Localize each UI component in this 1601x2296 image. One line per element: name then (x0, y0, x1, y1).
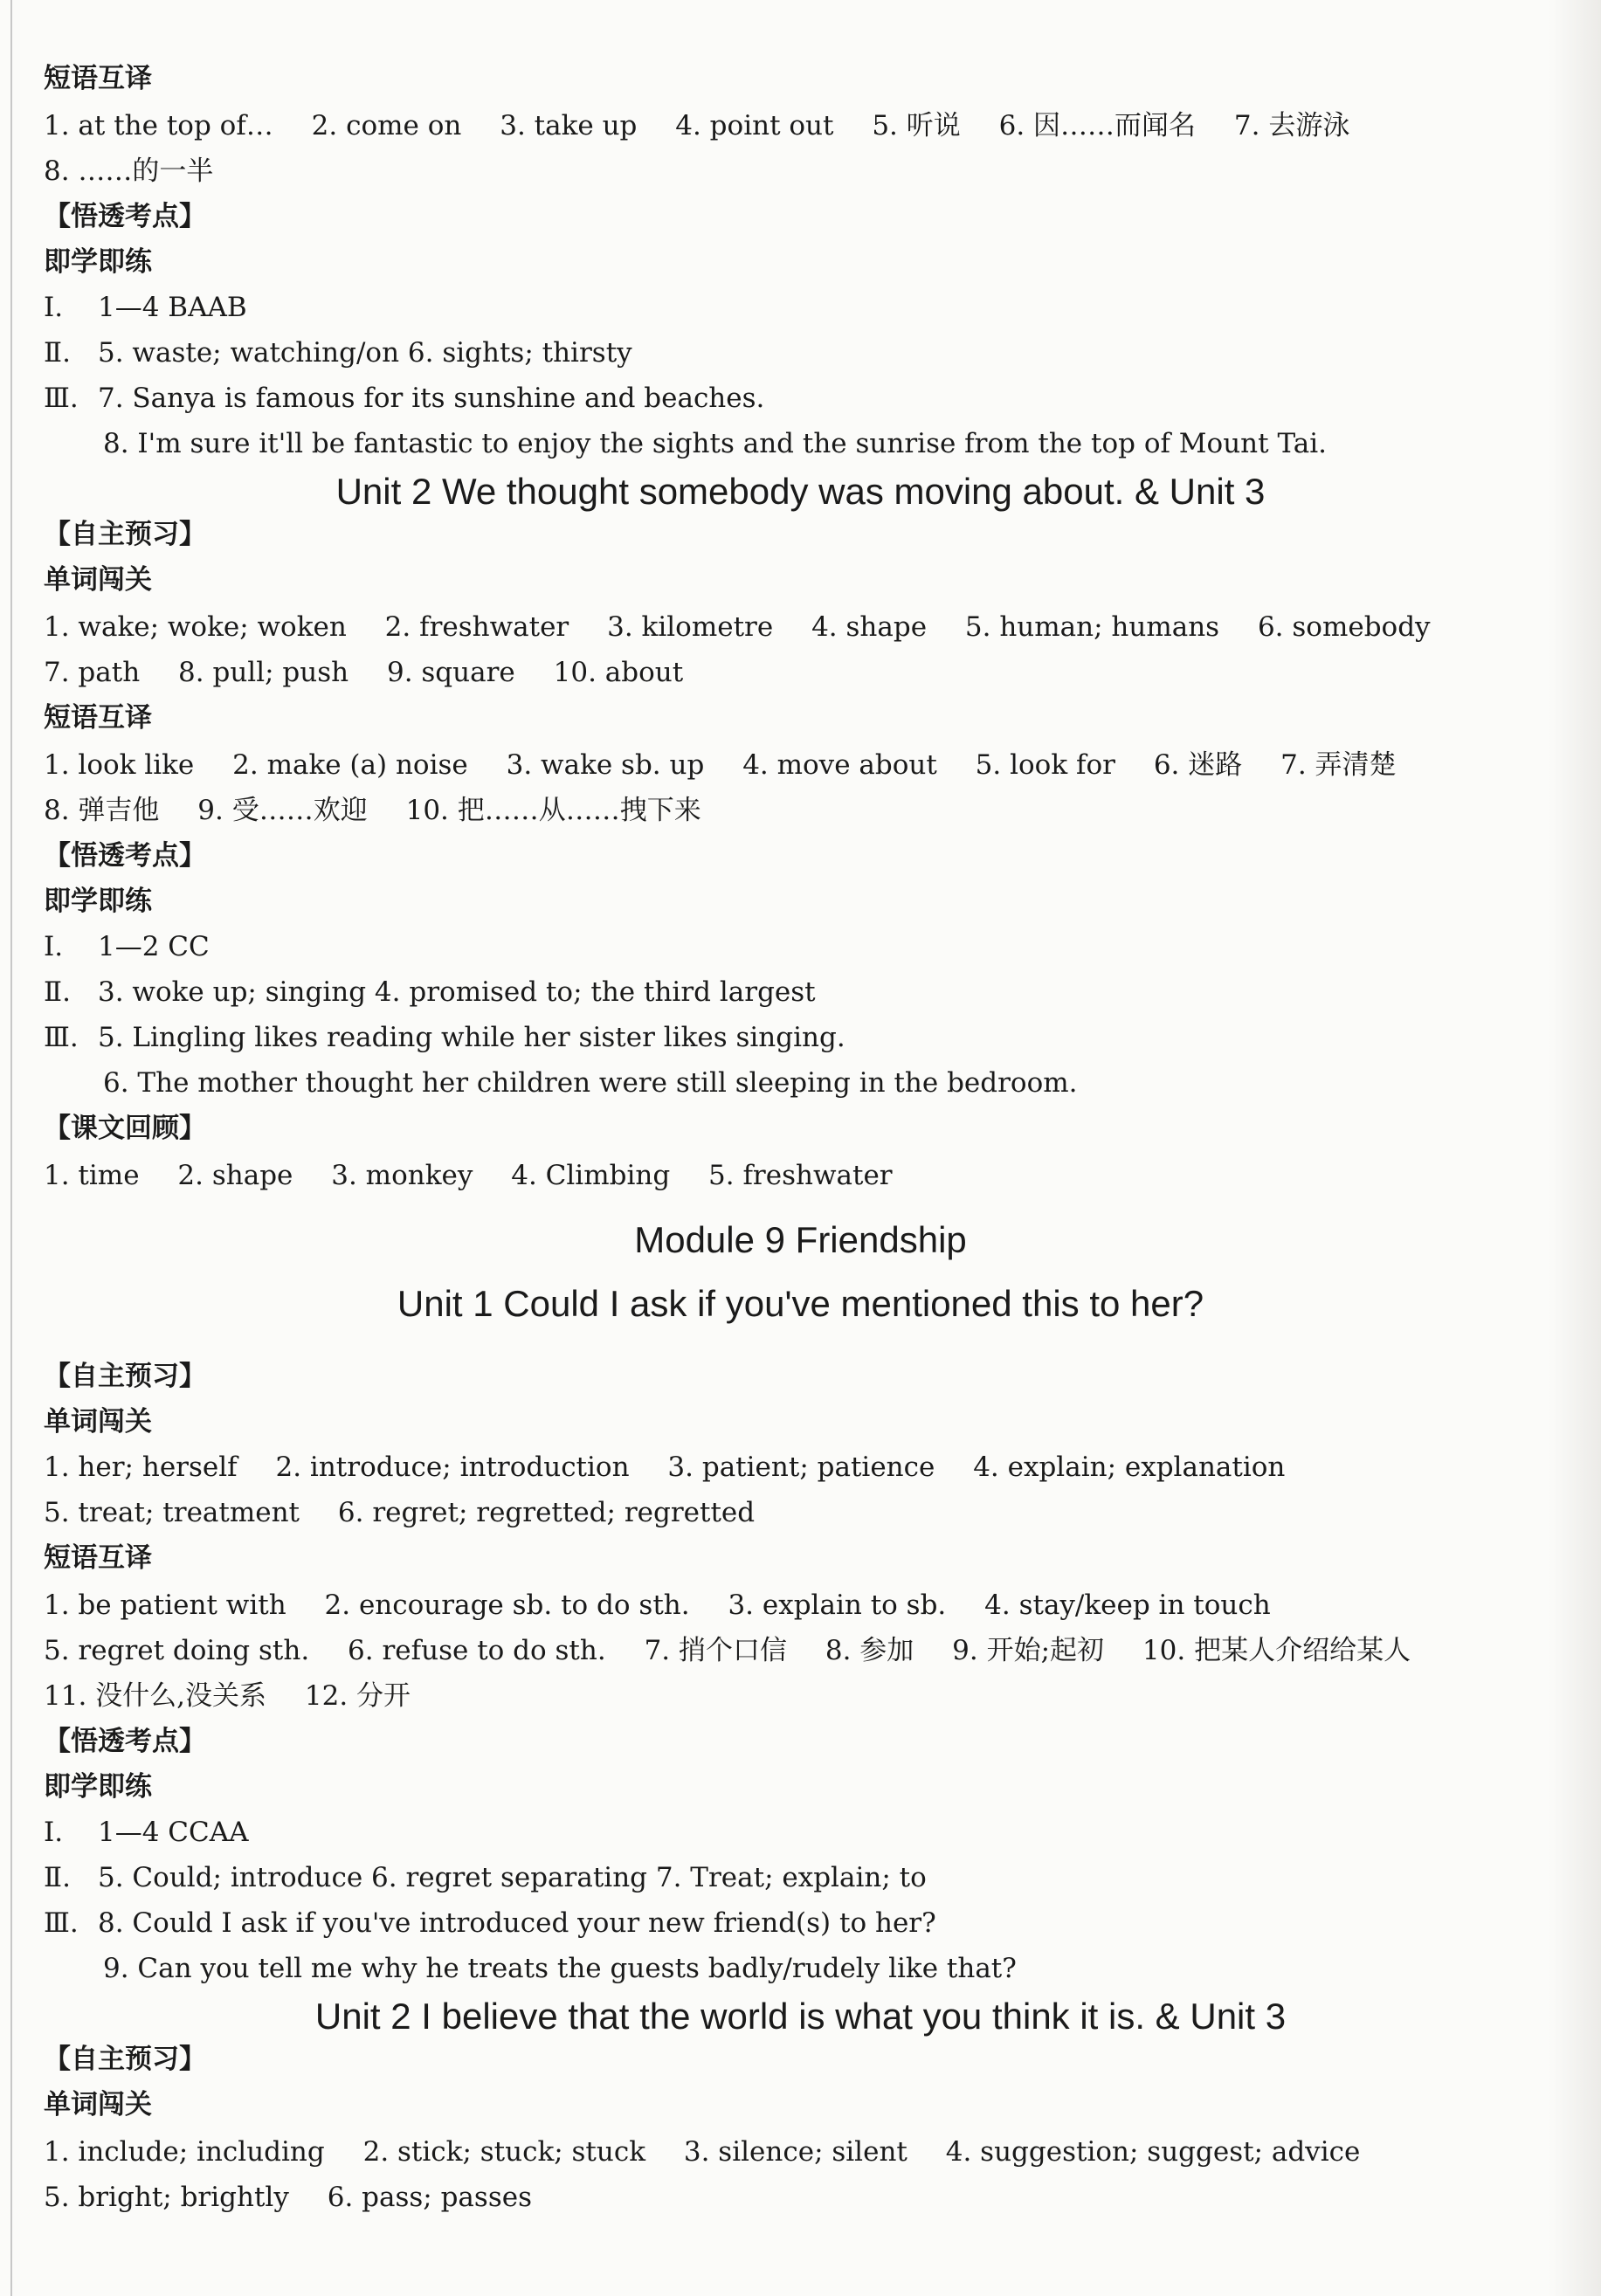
exercise-line (44, 381, 764, 416)
section-label: 【悟透考点】 (44, 840, 206, 872)
exercise-answer: 1—2 CC (98, 931, 210, 962)
answer-item: 1. at the top of… (44, 110, 273, 141)
answer-item: 1. include; including (44, 2136, 325, 2168)
section-label: 短语互译 (44, 1542, 152, 1574)
answer-item: 2. introduce; introduction (275, 1451, 630, 1483)
section-label: 即学即练 (44, 886, 152, 917)
answer-item: 5. human; humans (964, 611, 1220, 643)
answer-item: 5. treat; treatment (44, 1497, 300, 1528)
answer-item: 6. refuse to do sth. (348, 1635, 606, 1666)
answer-item: 10. about (553, 657, 684, 688)
exercise-answer: 5. Lingling likes reading while her sister likes singing. (98, 1022, 845, 1053)
answer-item: 4. stay/keep in touch (984, 1589, 1271, 1621)
exercise-answer: 5. Could; introduce 6. regret separating 7. Treat; explain; to (98, 1862, 927, 1893)
answer-item: 3. wake sb. up (506, 749, 705, 781)
roman-numeral: Ⅲ. (44, 383, 79, 414)
answer-item: 11. 没什么,没关系 (44, 1680, 267, 1712)
phrase-answers-row (44, 1633, 1440, 1668)
answer-item: 1. time (44, 1160, 140, 1191)
answer-item: 6. pass; passes (327, 2182, 532, 2213)
word-answers-row (44, 1495, 784, 1530)
answer-item: 6. regret; regretted; regretted (337, 1497, 756, 1528)
left-margin-line (10, 0, 12, 2296)
answer-item: 8. pull; push (178, 657, 349, 688)
answer-item: 8. 参加 (825, 1635, 914, 1666)
answer-item: 5. look for (975, 749, 1115, 781)
answer-item: 6. somebody (1257, 611, 1431, 643)
answer-item: 4. Climbing (511, 1160, 671, 1191)
section-label: 【自主预习】 (44, 1361, 206, 1392)
section-label: 单词闯关 (44, 1406, 152, 1438)
answer-item: 9. 受……欢迎 (197, 795, 368, 826)
exercise-answer: 1—4 CCAA (98, 1817, 249, 1848)
roman-numeral: Ⅰ. (44, 1817, 64, 1848)
exercise-answer: 8. Could I ask if you've introduced your new friend(s) to her? (98, 1907, 936, 1939)
answer-item: 10. 把某人介绍给某人 (1142, 1635, 1411, 1666)
exercise-line (44, 1815, 249, 1850)
answer-item: 7. 去游泳 (1233, 110, 1350, 141)
exercise-answer: 7. Sanya is famous for its sunshine and beaches. (98, 383, 765, 414)
unit-title: Unit 1 Could I ask if you've mentioned this to her? (397, 1283, 1204, 1324)
answer-item: 1. be patient with (44, 1589, 286, 1621)
roman-numeral: Ⅲ. (44, 1907, 79, 1939)
answer-line: 8. ……的一半 (44, 155, 214, 187)
exercise-line (44, 975, 816, 1010)
answer-item: 1. wake; woke; woken (44, 611, 347, 643)
answer-item: 12. 分开 (304, 1680, 411, 1712)
phrase-answers-row (44, 108, 1379, 143)
section-label: 即学即练 (44, 1771, 152, 1803)
exercise-line: 9. Can you tell me why he treats the guests badly/rudely like that? (103, 1953, 1017, 1984)
exercise-line: 6. The mother thought her children were still sleeping in the bedroom. (103, 1067, 1078, 1099)
answer-item: 2. shape (177, 1160, 293, 1191)
answer-item: 4. point out (675, 110, 834, 141)
exercise-line (44, 290, 247, 325)
roman-numeral: Ⅲ. (44, 1022, 79, 1053)
phrase-answers-row (44, 793, 731, 828)
answer-item: 1. her; herself (44, 1451, 238, 1483)
roman-numeral: Ⅱ. (44, 1862, 71, 1893)
answer-item: 2. make (a) noise (232, 749, 468, 781)
answer-item: 7. 捎个口信 (644, 1635, 788, 1666)
section-label: 即学即练 (44, 246, 152, 278)
section-label: 短语互译 (44, 702, 152, 734)
answer-item: 5. regret doing sth. (44, 1635, 310, 1666)
word-answers-row (44, 2134, 1390, 2169)
answer-item: 4. suggestion; suggest; advice (945, 2136, 1361, 2168)
exercise-line (44, 929, 210, 964)
answer-item: 3. take up (500, 110, 638, 141)
section-label: 【课文回顾】 (44, 1113, 206, 1144)
answer-item: 9. 开始;起初 (952, 1635, 1105, 1666)
answer-item: 7. path (44, 657, 141, 688)
word-answers-row (44, 610, 1460, 645)
exercise-line (44, 1020, 845, 1055)
roman-numeral: Ⅱ. (44, 976, 71, 1008)
answer-item: 4. explain; explanation (973, 1451, 1286, 1483)
module-title: Module 9 Friendship (634, 1219, 967, 1260)
exercise-answer: 5. waste; watching/on 6. sights; thirsty (98, 337, 632, 369)
section-label: 单词闯关 (44, 564, 152, 596)
answer-item: 3. monkey (331, 1160, 473, 1191)
phrase-answers-row (44, 1588, 1301, 1623)
answer-item: 2. freshwater (384, 611, 569, 643)
exercise-line (44, 1906, 936, 1941)
answer-item: 2. encourage sb. to do sth. (324, 1589, 690, 1621)
section-label: 【自主预习】 (44, 2044, 206, 2075)
answer-item: 2. stick; stuck; stuck (362, 2136, 646, 2168)
word-answers-row (44, 2180, 562, 2215)
roman-numeral: Ⅰ. (44, 292, 64, 323)
answer-item: 4. shape (811, 611, 928, 643)
answer-item: 3. patient; patience (667, 1451, 935, 1483)
section-label: 【悟透考点】 (44, 201, 206, 232)
word-answers-row (44, 1450, 1315, 1485)
answer-item: 1. look like (44, 749, 195, 781)
answer-item: 10. 把……从……拽下来 (405, 795, 701, 826)
unit-title: Unit 2 I believe that the world is what you think it is. & Unit 3 (314, 1996, 1287, 2037)
exercise-line (44, 335, 632, 370)
section-label: 【悟透考点】 (44, 1726, 206, 1757)
phrase-answers-row (44, 748, 1426, 783)
review-answers-row (44, 1158, 922, 1193)
answer-item: 9. square (386, 657, 515, 688)
answer-item: 5. freshwater (708, 1160, 893, 1191)
roman-numeral: Ⅱ. (44, 337, 71, 369)
answer-item: 3. silence; silent (683, 2136, 907, 2168)
answer-item: 2. come on (311, 110, 462, 141)
exercise-line (44, 1860, 927, 1895)
answer-item: 6. 迷路 (1153, 749, 1243, 781)
answer-item: 3. explain to sb. (728, 1589, 947, 1621)
section-label: 单词闯关 (44, 2089, 152, 2120)
answer-item: 8. 弹吉他 (44, 795, 160, 826)
answer-item: 3. kilometre (607, 611, 774, 643)
roman-numeral: Ⅰ. (44, 931, 64, 962)
section-label: 短语互译 (44, 63, 152, 94)
answer-item: 4. move about (742, 749, 937, 781)
word-answers-row (44, 655, 713, 690)
exercise-answer: 3. woke up; singing 4. promised to; the third largest (98, 976, 816, 1008)
phrase-answers-row (44, 1679, 440, 1713)
exercise-answer: 1—4 BAAB (98, 292, 247, 323)
unit-title: Unit 2 We thought somebody was moving about. & Unit 3 (335, 471, 1266, 512)
page-edge-shadow (1549, 0, 1601, 2296)
exercise-line: 8. I'm sure it'll be fantastic to enjoy the sights and the sunrise from the top of Mount Tai. (103, 428, 1327, 459)
answer-item: 5. bright; brightly (44, 2182, 289, 2213)
section-label: 【自主预习】 (44, 519, 206, 550)
answer-item: 6. 因……而闻名 (998, 110, 1197, 141)
answer-item: 5. 听说 (872, 110, 961, 141)
answer-item: 7. 弄清楚 (1280, 749, 1397, 781)
